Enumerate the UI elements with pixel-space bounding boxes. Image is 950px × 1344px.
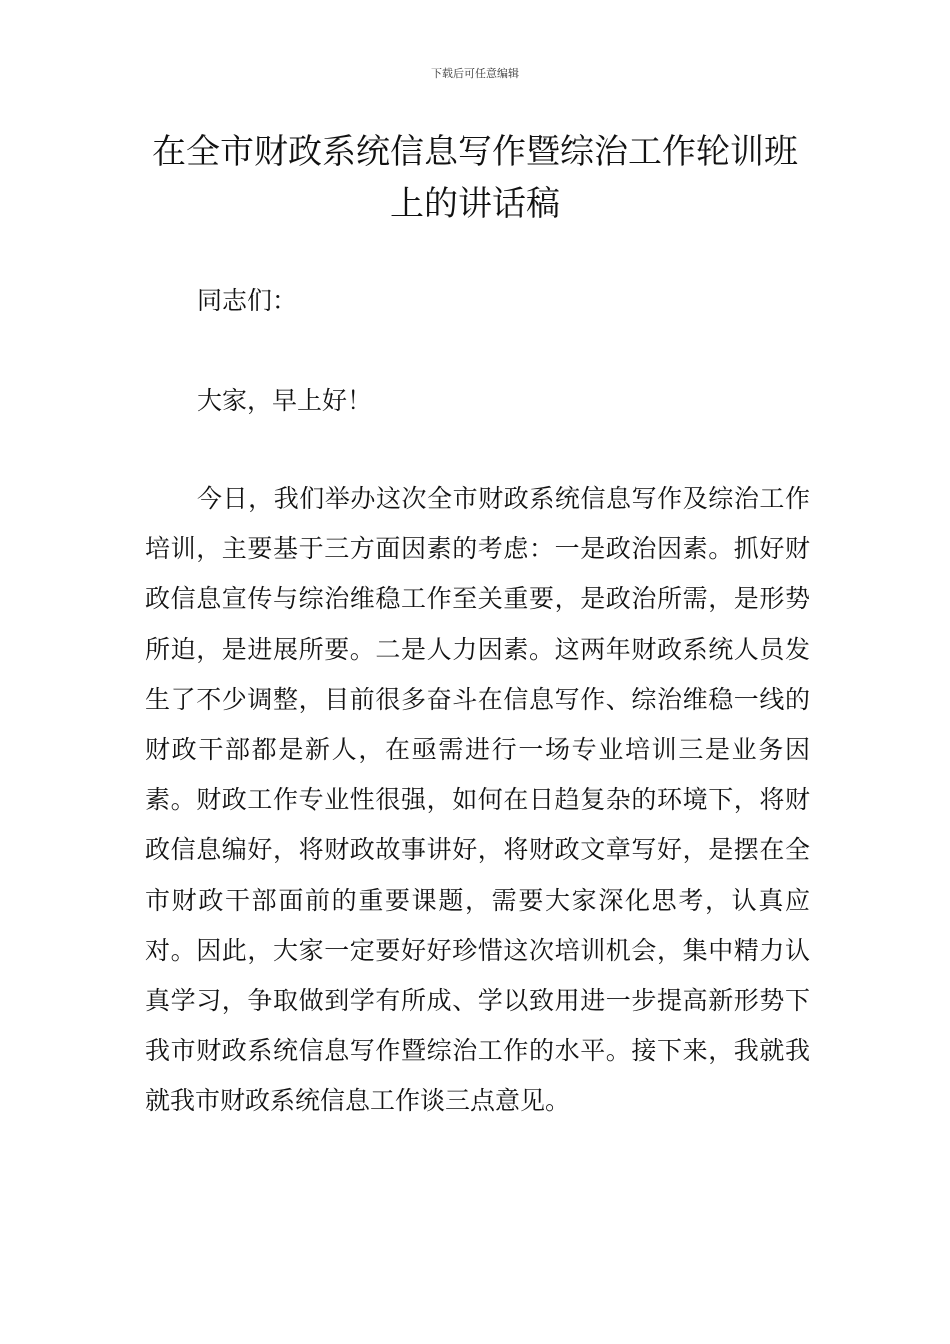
document-title: 在全市财政系统信息写作暨综治工作轮训班上的讲话稿	[152, 132, 798, 224]
paragraph-greeting: 同志们：	[197, 286, 298, 315]
header-note: 下载后可任意编辑	[431, 67, 519, 80]
paragraph-body: 今日，我们举办这次全市财政系统信息写作及综治工作培训，主要基于三方面因素的考虑：一是政治因素。抓好财政信息宣传与综治维稳工作至关重要，是政治所需，是形势所迫，是进展所要。二是人力因素。这两年财政系统人员发生了不少调整，目前很多奋斗在信息写作、综治维稳一线的财政干部都是新人，在亟需进行一场专业培训三是业务因素。财政工作专业性很强，如何在日趋复杂的环境下，将财政信息编好，将财政故事讲好，将财政文章写好，是摆在全市财政干部面前的重要课题，需要大家深化思考，认真应对。因此，大家一定要好好珍惜这次培训机会，集中精力认真学习，争取做到学有所成、学以致用进一步提高新形势下我市财政系统信息写作暨综治工作的水平。接下来，我就我就我市财政系统信息工作谈三点意见。	[145, 484, 810, 1116]
paragraph-hello: 大家，早上好！	[197, 386, 373, 415]
